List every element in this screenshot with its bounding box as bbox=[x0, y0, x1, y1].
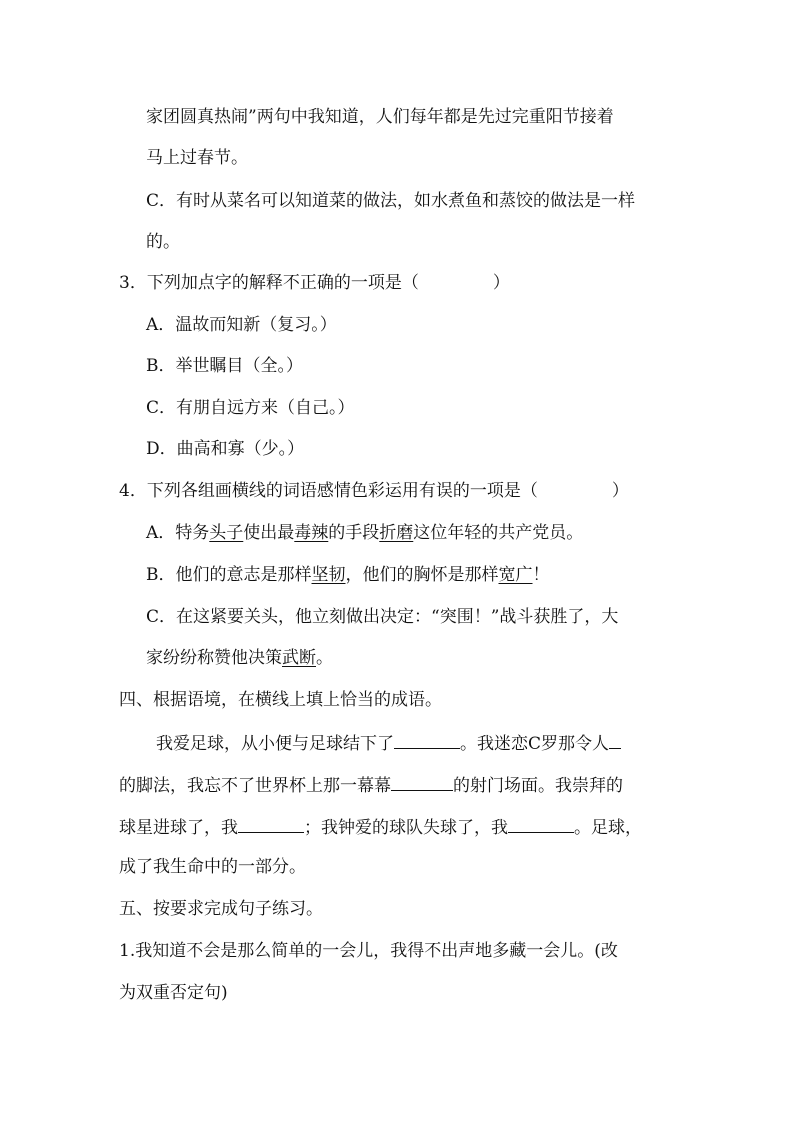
q4-option-a bbox=[146, 521, 583, 545]
q4-c-text-1: 家纷纷称赞他决策 bbox=[146, 648, 282, 668]
section-5-title: 五、按要求完成句子练习。 bbox=[119, 899, 323, 919]
q4-a-text-2: 使出最 bbox=[243, 523, 295, 543]
section-4-passage-line-2 bbox=[119, 772, 623, 798]
passage-text-2a: 的脚法，我忘不了世界杯上那一幕幕 bbox=[119, 776, 391, 796]
q4-c-text-2: 。 bbox=[316, 648, 333, 668]
q3-option-b: B．举世瞩目（全。） bbox=[146, 356, 303, 376]
q4-a-underlined-3: 折磨 bbox=[379, 523, 414, 543]
q4-c-underlined-1: 武断 bbox=[282, 648, 316, 668]
q4-stem-text: 4．下列各组画横线的词语感情色彩运用有误的一项是（ bbox=[119, 481, 538, 501]
fill-blank-4[interactable] bbox=[238, 814, 304, 833]
q4-stem-close: ） bbox=[611, 481, 629, 501]
passage-text-3c: 。足球， bbox=[574, 818, 642, 838]
fill-blank-2[interactable] bbox=[609, 730, 621, 749]
q4-stem bbox=[119, 479, 629, 503]
section-4-passage-line-3 bbox=[119, 814, 642, 840]
q3-stem-close: ） bbox=[492, 273, 510, 293]
q4-option-c-line-1: C．在这紧要关头，他立刻做出决定：“突围！”战斗获胜了，大 bbox=[146, 607, 619, 627]
q4-b-text-2: ，他们的胸怀是那样 bbox=[345, 565, 499, 585]
q4-b-underlined-2: 宽广 bbox=[498, 565, 533, 585]
q4-b-underlined-1: 坚韧 bbox=[311, 565, 346, 585]
section-5-q1-line-1: 1.我知道不会是那么简单的一会儿，我得不出声地多藏一会儿。(改 bbox=[119, 941, 618, 961]
section-4-title: 四、根据语境，在横线上填上恰当的成语。 bbox=[119, 690, 442, 710]
q4-option-b bbox=[146, 563, 550, 587]
passage-text-2b: 的射门场面。我崇拜的 bbox=[453, 776, 623, 796]
q2-continuation-line-1: 家团圆真热闹”两句中我知道，人们每年都是先过完重阳节接着 bbox=[146, 107, 614, 127]
q4-a-underlined-1: 头子 bbox=[209, 523, 244, 543]
q4-b-text-3: ！ bbox=[532, 565, 550, 585]
fill-blank-5[interactable] bbox=[508, 814, 574, 833]
passage-text-1a: 我爱足球，从小便与足球结下了 bbox=[156, 734, 394, 754]
q2-continuation-line-2: 马上过春节。 bbox=[146, 148, 248, 168]
q3-option-c: C．有朋自远方来（自己。） bbox=[146, 398, 355, 418]
q4-a-text-4: 这位年轻的共产党员。 bbox=[413, 523, 584, 543]
q4-option-c-line-2 bbox=[146, 646, 333, 670]
q4-a-text-3: 的手段 bbox=[328, 523, 380, 543]
section-4-passage-line-1 bbox=[156, 730, 621, 756]
passage-text-3b: ；我钟爱的球队失球了，我 bbox=[304, 818, 508, 838]
q4-a-underlined-2: 毒辣 bbox=[294, 523, 329, 543]
section-4-passage-line-4: 成了我生命中的一部分。 bbox=[119, 857, 306, 877]
q4-a-text-1: A．特务 bbox=[146, 523, 210, 543]
passage-text-3a: 球星进球了，我 bbox=[119, 818, 238, 838]
passage-text-1b: 。我迷恋C罗那令人 bbox=[460, 734, 610, 754]
q2-option-c-line-2: 的。 bbox=[146, 232, 180, 252]
q3-option-d: D．曲高和寡（少。） bbox=[146, 439, 305, 459]
q2-option-c-line-1: C．有时从菜名可以知道菜的做法，如水煮鱼和蒸饺的做法是一样 bbox=[146, 191, 636, 211]
section-5-q1-line-2: 为双重否定句) bbox=[119, 983, 228, 1003]
fill-blank-1[interactable] bbox=[394, 730, 460, 749]
q3-option-a: A．温故而知新（复习。） bbox=[146, 315, 337, 335]
q3-stem bbox=[119, 271, 510, 295]
q4-b-text-1: B．他们的意志是那样 bbox=[146, 565, 312, 585]
fill-blank-3[interactable] bbox=[391, 772, 453, 791]
q3-stem-text: 3．下列加点字的解释不正确的一项是（ bbox=[119, 273, 419, 293]
